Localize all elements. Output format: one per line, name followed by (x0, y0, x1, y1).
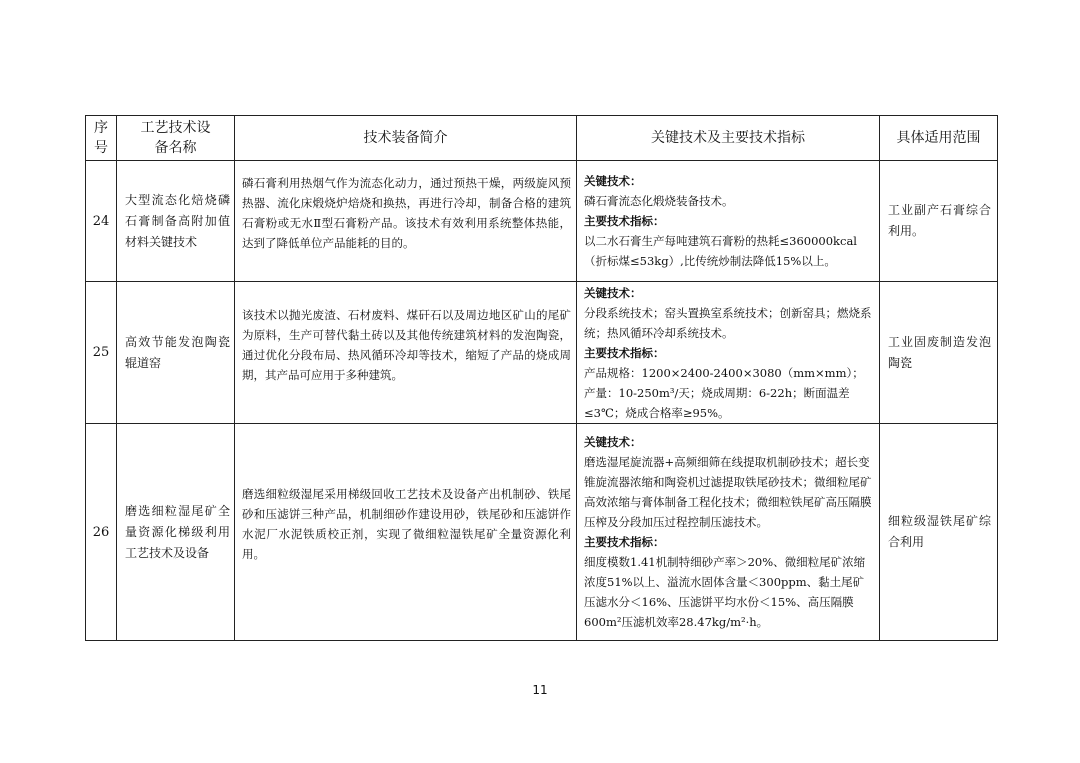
indicators-text: 产品规格：1200×2400-2400×3080（mm×mm）；产量：10-250m³/天；烧成周期：6-22h；断面温差≤3℃；烧成合格率≥95%。 (584, 365, 864, 420)
page-number: 11 (532, 683, 548, 697)
key-tech-text: 磷石膏流态化煅烧装备技术。 (584, 194, 734, 208)
application-scope: 细粒级湿铁尾矿综合利用 (880, 424, 998, 641)
tech-name: 高效节能发泡陶瓷辊道窑 (117, 282, 235, 424)
row-number: 25 (86, 282, 117, 424)
application-scope: 工业副产石膏综合利用。 (880, 161, 998, 282)
technology-table (85, 115, 998, 641)
header-key-tech-indicators: 关键技术及主要技术指标 (577, 116, 880, 161)
key-tech-indicators (577, 424, 880, 641)
header-application-scope: 具体适用范围 (880, 116, 998, 161)
indicators-label: 主要技术指标： (584, 345, 665, 360)
row-number: 24 (86, 161, 117, 282)
header-introduction: 技术装备简介 (235, 116, 577, 161)
key-tech-text: 磨选湿尾旋流器+高频细筛在线提取机制砂技术；超长变锥旋流器浓缩和陶瓷机过滤提取铁尾砂技术；微细粒尾矿高效浓缩与膏体制备工程化技术；微细粒铁尾矿高压隔膜压榨及分段加压过程控制压滤技术。 (584, 455, 872, 529)
intro-text: 磨选细粒级湿尾采用梯级回收工艺技术及设备产出机制砂、铁尾砂和压滤饼三种产品，机制细砂作建设用砂，铁尾砂和压滤饼作水泥厂水泥铁质校正剂，实现了微细粒湿铁尾矿全量资源化利用。 (242, 487, 571, 561)
indicators-text: 细度模数1.41机制特细砂产率＞20%、微细粒尾矿浓缩浓度51%以上、溢流水固体含量＜300ppm、黏土尾矿压滤水分＜16%、压滤饼平均水份＜15%、高压隔膜600m²压滤机效率28.47kg/m²·h。 (584, 555, 866, 629)
row-number: 26 (86, 424, 117, 641)
key-tech-label: 关键技术： (584, 435, 642, 449)
intro-text: 磷石膏利用热烟气作为流态化动力，通过预热干燥，两级旋风预热器、流化床煅烧炉焙烧和换热，再进行冷却，制备合格的建筑石膏粉或无水Ⅱ型石膏粉产品。该技术有效利用系统整体热能，达到了降低单位产品能耗的目的。 (242, 176, 571, 250)
indicators-label: 主要技术指标： (584, 535, 665, 549)
tech-name: 大型流态化焙烧磷石膏制备高附加值材料关键技术 (117, 161, 235, 282)
tech-introduction (235, 282, 577, 424)
header-serial-number: 序号 (86, 116, 117, 161)
key-tech-label: 关键技术： (584, 174, 642, 188)
key-tech-indicators (577, 161, 880, 282)
tech-introduction (235, 161, 577, 282)
header-tech-name: 工艺技术设备名称 (117, 116, 235, 161)
tech-name: 磨选细粒湿尾矿全量资源化梯级利用工艺技术及设备 (117, 424, 235, 641)
table-header-row (86, 116, 998, 161)
application-scope: 工业固废制造发泡陶瓷 (880, 282, 998, 424)
indicators-text: 以二水石膏生产每吨建筑石膏粉的热耗≤360000kcal（折标煤≤53kg）,比传统炒制法降低15%以上。 (584, 234, 857, 268)
intro-text: 该技术以抛光废渣、石材废料、煤矸石以及周边地区矿山的尾矿为原料，生产可替代黏土砖以及其他传统建筑材料的发泡陶瓷，通过优化分段布局、热风循环冷却等技术，缩短了产品的烧成周期，其产品可应用于多种建筑。 (242, 307, 571, 382)
key-tech-text: 分段系统技术；窑头置换室系统技术；创新窑具；燃烧系统；热风循环冷却系统技术。 (584, 305, 872, 340)
table-row (86, 282, 998, 424)
key-tech-indicators (577, 282, 880, 424)
table-row (86, 161, 998, 282)
tech-introduction (235, 424, 577, 641)
indicators-label: 主要技术指标： (584, 214, 665, 228)
key-tech-label: 关键技术： (584, 285, 642, 300)
table-row (86, 424, 998, 641)
